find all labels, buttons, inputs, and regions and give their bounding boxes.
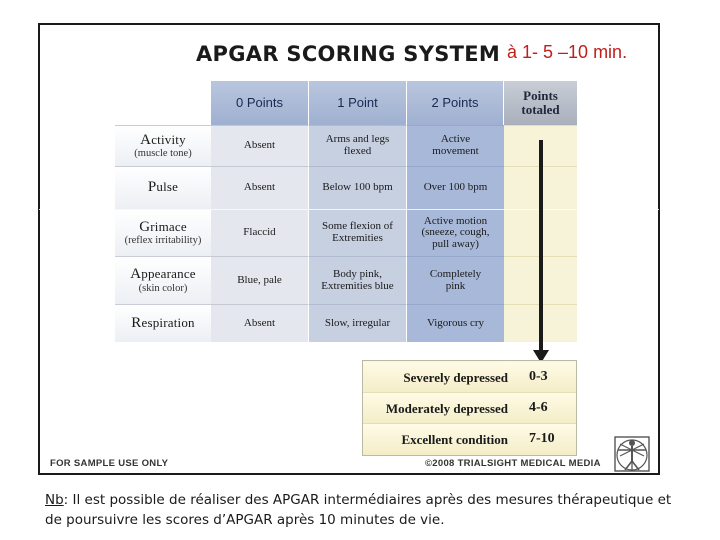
down-arrow-shaft bbox=[539, 140, 543, 352]
table-cell: Over 100 bpm bbox=[407, 166, 504, 209]
row-label-appearance bbox=[115, 256, 211, 304]
table-cell: Flaccid bbox=[211, 209, 309, 256]
row-label-activity bbox=[115, 125, 211, 166]
title-time-note: à 1- 5 –10 min. bbox=[507, 42, 628, 62]
legend-range: 4-6 bbox=[529, 400, 548, 415]
column-header-0-points: 0 Points bbox=[211, 81, 309, 125]
legend-row-excellent bbox=[363, 424, 576, 455]
row-label-sub: (skin color) bbox=[138, 282, 188, 294]
row-label-main: Respiration bbox=[131, 314, 195, 331]
row-label-respiration bbox=[115, 304, 211, 342]
row-label-sub: (muscle tone) bbox=[134, 148, 192, 160]
footnote-text: : Il est possible de réaliser des APGAR intermédiaires après des mesures thérapeutique et de poursuivre les scores d’APGAR après 10 minutes de vie. bbox=[45, 492, 672, 528]
footnote bbox=[45, 490, 685, 530]
legend-label: Severely depressed bbox=[403, 370, 508, 385]
footer-sample-notice: FOR SAMPLE USE ONLY bbox=[50, 458, 169, 469]
row-label-main: Activity bbox=[140, 131, 186, 148]
row-label-main: Pulse bbox=[147, 179, 179, 196]
table-cell: Body pink, Extremities blue bbox=[309, 256, 407, 304]
legend-label: Moderately depressed bbox=[385, 401, 508, 416]
table-cell: Slow, irregular bbox=[309, 304, 407, 342]
table-cell: Vigorous cry bbox=[407, 304, 504, 342]
column-header-points-totaled: Points totaled bbox=[504, 81, 577, 125]
table-cell: Arms and legs flexed bbox=[309, 125, 407, 166]
vitruvian-man-logo-icon bbox=[612, 434, 652, 474]
page-title: APGAR SCORING SYSTEM bbox=[196, 42, 501, 66]
column-header-2-points: 2 Points bbox=[407, 81, 504, 125]
legend-row-moderate bbox=[363, 393, 576, 424]
table-cell: Blue, pale bbox=[211, 256, 309, 304]
table-cell: Absent bbox=[211, 166, 309, 209]
row-label-grimace bbox=[115, 209, 211, 256]
legend-label: Excellent condition bbox=[401, 432, 508, 447]
table-cell: Below 100 bpm bbox=[309, 166, 407, 209]
table-cell: Some flexion of Extremities bbox=[309, 209, 407, 256]
table-cell: Active movement bbox=[407, 125, 504, 166]
score-legend bbox=[362, 360, 577, 456]
image-seam bbox=[39, 209, 659, 210]
column-header-1-point: 1 Point bbox=[309, 81, 407, 125]
row-label-main: Appearance bbox=[130, 266, 196, 283]
row-label-sub: (reflex irritability) bbox=[124, 235, 202, 247]
legend-range: 0-3 bbox=[529, 369, 548, 384]
footer-copyright: ©2008 TRIALSIGHT MEDICAL MEDIA bbox=[425, 458, 601, 469]
footnote-prefix: Nb bbox=[45, 492, 64, 508]
row-label-pulse bbox=[115, 166, 211, 209]
table-cell: Active motion (sneeze, cough, pull away) bbox=[407, 209, 504, 256]
table-cell: Completely pink bbox=[407, 256, 504, 304]
table-cell: Absent bbox=[211, 304, 309, 342]
legend-range: 7-10 bbox=[529, 431, 555, 446]
table-cell: Absent bbox=[211, 125, 309, 166]
row-label-main: Grimace bbox=[139, 218, 187, 235]
legend-row-severe bbox=[363, 362, 576, 393]
